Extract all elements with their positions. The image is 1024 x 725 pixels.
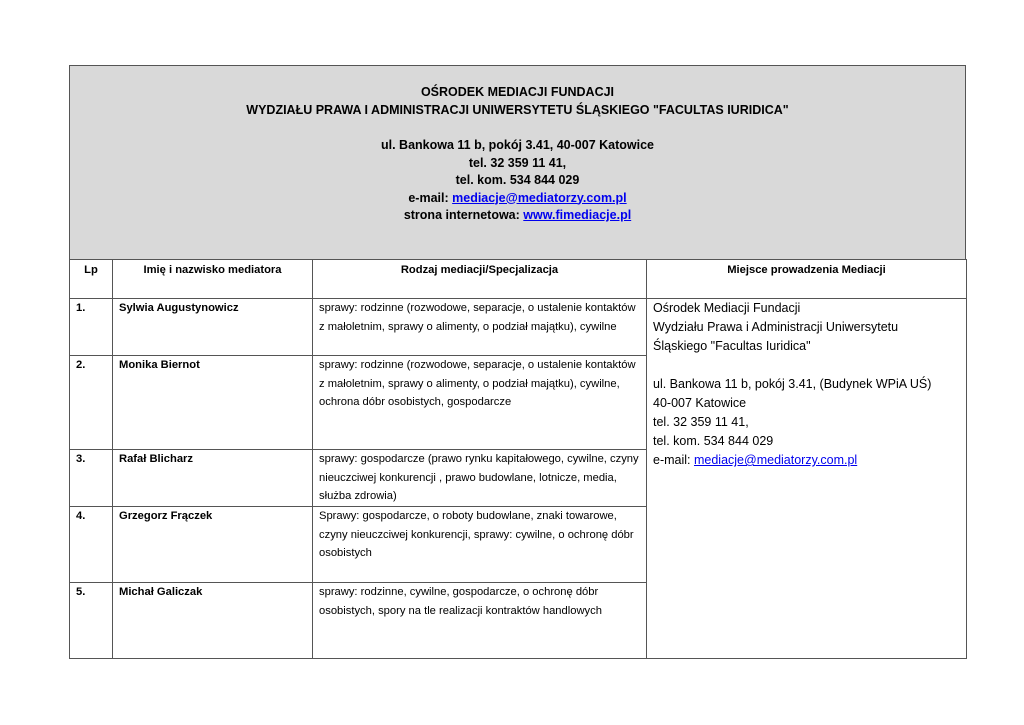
header-title-line2: WYDZIAŁU PRAWA I ADMINISTRACJI UNIWERSYTETU ŚLĄSKIEGO "FACULTAS IURIDICA" xyxy=(246,102,789,117)
header-www-line xyxy=(70,207,965,225)
place-line-4: ul. Bankowa 11 b, pokój 3.41, (Budynek WPiA UŚ) xyxy=(653,377,932,391)
row-name: Michał Galiczak xyxy=(113,583,313,659)
header-title-line1: OŚRODEK MEDIACJI FUNDACJI xyxy=(420,85,615,99)
header-email-link[interactable]: mediacje@mediatorzy.com.pl xyxy=(452,190,627,205)
mediators-table xyxy=(69,259,967,659)
table-row xyxy=(70,299,967,356)
row-specialization: sprawy: gospodarcze (prawo rynku kapitałowego, cywilne, czyny nieuczciwej konkurencji , prawo budowlane, lotnicze, media, służba zdrowia) xyxy=(313,450,647,507)
row-lp: 2. xyxy=(70,356,113,450)
row-name: Monika Biernot xyxy=(113,356,313,450)
header-email-label: e-mail: xyxy=(408,190,453,205)
row-lp: 4. xyxy=(70,507,113,583)
header-www-link[interactable]: www.fimediacje.pl xyxy=(523,208,632,222)
place-line-3: Śląskiego "Facultas Iuridica" xyxy=(653,339,811,353)
document-sheet xyxy=(69,65,966,658)
header-email-line xyxy=(70,190,965,208)
column-header-lp: Lp xyxy=(70,260,113,299)
mediation-place-cell xyxy=(647,299,967,659)
column-header-place: Miejsce prowadzenia Mediacji xyxy=(647,260,967,299)
row-lp: 5. xyxy=(70,583,113,659)
row-name: Rafał Blicharz xyxy=(113,450,313,507)
row-lp: 1. xyxy=(70,299,113,356)
row-lp: 3. xyxy=(70,450,113,507)
place-line-2: Wydziału Prawa i Administracji Uniwersytetu xyxy=(653,320,899,334)
header-www-label: strona internetowa: xyxy=(403,208,524,222)
header-tel: tel. 32 359 11 41, xyxy=(468,155,567,170)
row-name: Sylwia Augustynowicz xyxy=(113,299,313,356)
row-specialization: sprawy: rodzinne (rozwodowe, separacje, o ustalenie kontaktów z małoletnim, sprawy o alimenty, o podział majątku), cywilne, ochrona dóbr osobistych, gospodarcze xyxy=(313,356,647,450)
row-specialization: sprawy: rodzinne, cywilne, gospodarcze, o ochronę dóbr osobistych, spory na tle realizacji kontraktów handlowych xyxy=(313,583,647,659)
header-tel-kom: tel. kom. 534 844 029 xyxy=(455,173,580,187)
header-block xyxy=(69,65,966,260)
header-address: ul. Bankowa 11 b, pokój 3.41, 40-007 Katowice xyxy=(380,138,655,152)
row-specialization: sprawy: rodzinne (rozwodowe, separacje, o ustalenie kontaktów z małoletnim, sprawy o alimenty, o podział majątku), cywilne xyxy=(313,299,647,356)
place-line-6: tel. 32 359 11 41, xyxy=(653,415,749,429)
place-line-5: 40-007 Katowice xyxy=(653,396,747,410)
place-line-7: tel. kom. 534 844 029 xyxy=(653,434,774,448)
place-email-label: e-mail: xyxy=(653,453,694,467)
place-email-line xyxy=(653,451,960,470)
table-header-row xyxy=(70,260,967,299)
place-line-1: Ośrodek Mediacji Fundacji xyxy=(653,301,801,315)
row-name: Grzegorz Frączek xyxy=(113,507,313,583)
column-header-specialization: Rodzaj mediacji/Specjalizacja xyxy=(313,260,647,299)
place-email-link[interactable]: mediacje@mediatorzy.com.pl xyxy=(693,453,858,467)
row-specialization: Sprawy: gospodarcze, o roboty budowlane, znaki towarowe, czyny nieuczciwej konkurencji, sprawy: cywilne, o ochronę dóbr osobistych xyxy=(313,507,647,583)
column-header-name: Imię i nazwisko mediatora xyxy=(113,260,313,299)
